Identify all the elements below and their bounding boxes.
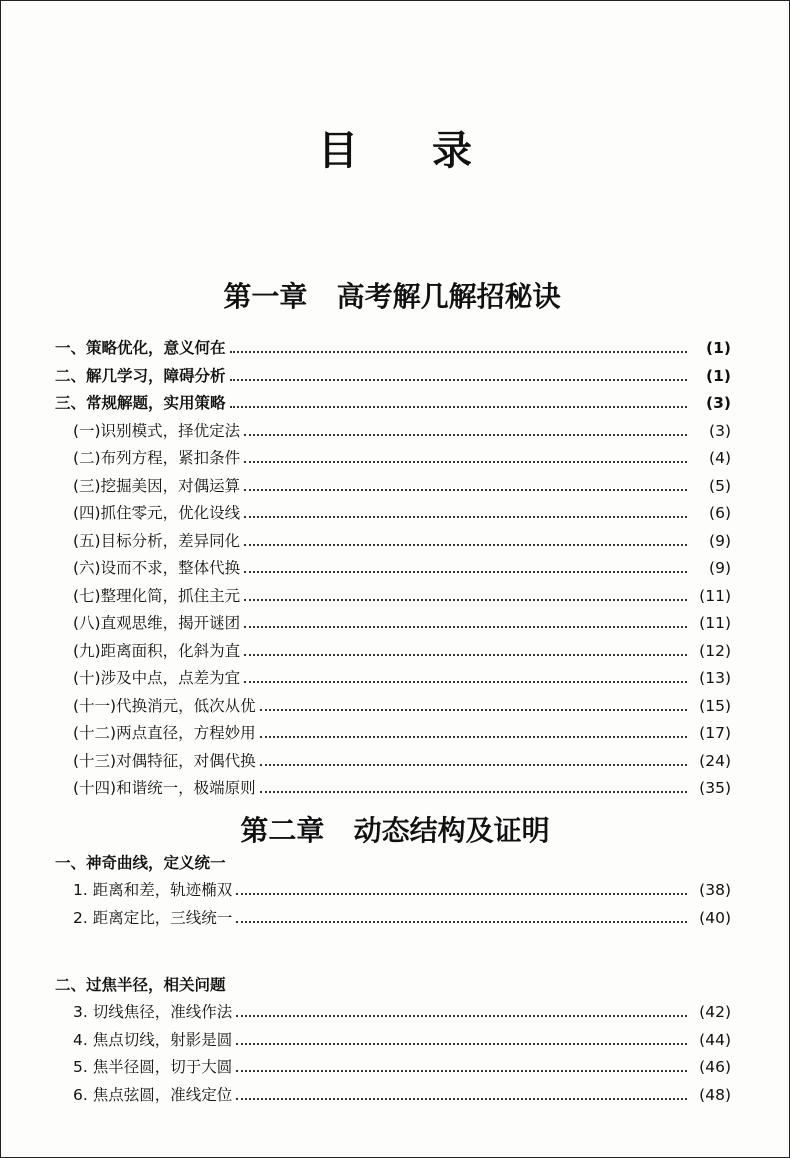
- dot-leader: [244, 653, 687, 656]
- toc-entry[interactable]: [55, 1055, 731, 1083]
- toc-page-number: (42): [699, 1003, 731, 1021]
- dot-leader: [236, 1097, 687, 1100]
- dot-leader: [244, 625, 687, 628]
- toc-entry[interactable]: [55, 1000, 731, 1028]
- toc-entry[interactable]: [55, 501, 731, 529]
- dot-leader: [236, 1014, 687, 1017]
- toc-section-label: 一、神奇曲线，定义统一: [55, 854, 226, 872]
- toc-entry-label: (三)挖掘美因，对偶运算: [73, 476, 241, 495]
- toc-entry[interactable]: [55, 639, 731, 667]
- toc-page-number: (38): [699, 881, 731, 899]
- toc-entry-label: (五)目标分析，差异同化: [73, 531, 241, 550]
- dot-leader: [260, 763, 687, 766]
- toc-page-number: (3): [706, 394, 731, 412]
- page-title: 目 录: [318, 128, 502, 174]
- toc-entry-label: 3. 切线焦径，准线作法: [73, 1003, 233, 1021]
- toc-page-number: (15): [699, 696, 731, 715]
- toc-entry[interactable]: [55, 666, 731, 694]
- toc-entry[interactable]: [55, 611, 731, 639]
- toc-page-number: (48): [699, 1085, 731, 1104]
- toc-page-number: (6): [709, 504, 731, 522]
- toc-page-number: (3): [709, 421, 731, 440]
- dot-leader: [260, 708, 687, 711]
- chapter-1-title: 第一章 高考解几解招秘诀: [223, 280, 561, 313]
- toc-entry-label: (一)识别模式，择优定法: [73, 421, 241, 440]
- dot-leader: [236, 1069, 687, 1072]
- toc-page-number: (24): [699, 751, 731, 770]
- toc-page-number: (35): [699, 779, 731, 797]
- toc-entry[interactable]: [55, 749, 731, 777]
- toc-entry[interactable]: [55, 529, 731, 557]
- chapter-2-toc: [55, 851, 731, 1110]
- dot-leader: [244, 570, 687, 573]
- toc-page-number: (40): [699, 908, 731, 927]
- toc-entry-label: (十)涉及中点，点差为宜: [73, 669, 241, 687]
- dot-leader: [244, 460, 687, 463]
- toc-entry-label: (十一)代换消元，低次从优: [73, 696, 256, 715]
- toc-section-heading[interactable]: [55, 973, 731, 1000]
- toc-entry-label: (十三)对偶特征，对偶代换: [73, 751, 256, 770]
- toc-entry[interactable]: [55, 364, 731, 392]
- toc-page-number: (5): [709, 476, 731, 495]
- section-spacer: [55, 933, 731, 973]
- toc-page-number: (11): [699, 614, 731, 632]
- toc-entry-label: (四)抓住零元，优化设线: [73, 504, 241, 522]
- toc-entry[interactable]: [55, 776, 731, 804]
- dot-leader: [244, 680, 687, 683]
- toc-entry-label: (八)直观思维，揭开谜团: [73, 614, 241, 632]
- toc-entry-label: 2. 距离定比，三线统一: [73, 908, 233, 927]
- toc-entry-label: (十二)两点直径，方程妙用: [73, 724, 256, 742]
- toc-entry[interactable]: [55, 556, 731, 584]
- toc-entry[interactable]: [55, 694, 731, 722]
- toc-page-number: (9): [709, 531, 731, 550]
- toc-page-number: (9): [709, 559, 731, 577]
- toc-page-number: (12): [699, 641, 731, 660]
- toc-page-number: (46): [699, 1058, 731, 1076]
- dot-leader: [236, 892, 687, 895]
- dot-leader: [236, 920, 687, 923]
- toc-entry-label: (九)距离面积，化斜为直: [73, 641, 241, 660]
- toc-entry-label: (二)布列方程，紧扣条件: [73, 449, 241, 467]
- toc-entry[interactable]: [55, 336, 731, 364]
- toc-page-number: (1): [706, 366, 731, 385]
- dot-leader: [244, 598, 687, 601]
- toc-entry[interactable]: [55, 721, 731, 749]
- toc-page-number: (17): [699, 724, 731, 742]
- toc-entry-label: (六)设而不求，整体代换: [73, 559, 241, 577]
- toc-entry[interactable]: [55, 446, 731, 474]
- toc-entry-label: (十四)和谐统一，极端原则: [73, 779, 256, 797]
- toc-entry-label: 1. 距离和差，轨迹椭双: [73, 881, 233, 899]
- toc-entry-label: 5. 焦半径圆，切于大圆: [73, 1058, 233, 1076]
- dot-leader: [260, 735, 687, 738]
- toc-entry[interactable]: [55, 1083, 731, 1111]
- toc-entry-label: (七)整理化简，抓住主元: [73, 586, 241, 605]
- dot-leader: [260, 790, 687, 793]
- toc-entry[interactable]: [55, 419, 731, 447]
- toc-page-number: (1): [706, 339, 731, 357]
- dot-leader: [244, 543, 687, 546]
- toc-entry[interactable]: [55, 584, 731, 612]
- dot-leader: [244, 433, 687, 436]
- toc-entry[interactable]: [55, 1028, 731, 1056]
- dot-leader: [244, 515, 687, 518]
- toc-section-heading[interactable]: [55, 851, 731, 878]
- toc-entry-label: 4. 焦点切线，射影是圆: [73, 1030, 233, 1049]
- toc-page-number: (13): [699, 669, 731, 687]
- dot-leader: [236, 1042, 687, 1045]
- dot-leader: [244, 488, 687, 491]
- toc-page-number: (11): [699, 586, 731, 605]
- toc-entry-label: 三、常规解题，实用策略: [55, 394, 226, 412]
- toc-entry-label: 一、策略优化，意义何在: [55, 339, 226, 357]
- toc-entry[interactable]: [55, 878, 731, 906]
- dot-leader: [230, 350, 687, 353]
- toc-section-label: 二、过焦半径，相关问题: [55, 976, 226, 994]
- chapter-2-title: 第二章 动态结构及证明: [240, 814, 550, 847]
- toc-entry[interactable]: [55, 391, 731, 419]
- toc-entry-label: 6. 焦点弦圆，准线定位: [73, 1085, 233, 1104]
- toc-entry[interactable]: [55, 474, 731, 502]
- dot-leader: [230, 405, 687, 408]
- toc-page-number: (4): [709, 449, 731, 467]
- dot-leader: [230, 378, 687, 381]
- toc-entry-label: 二、解几学习，障碍分析: [55, 366, 226, 385]
- chapter-1-toc: [55, 336, 731, 804]
- toc-page-number: (44): [699, 1030, 731, 1049]
- toc-entry[interactable]: [55, 906, 731, 934]
